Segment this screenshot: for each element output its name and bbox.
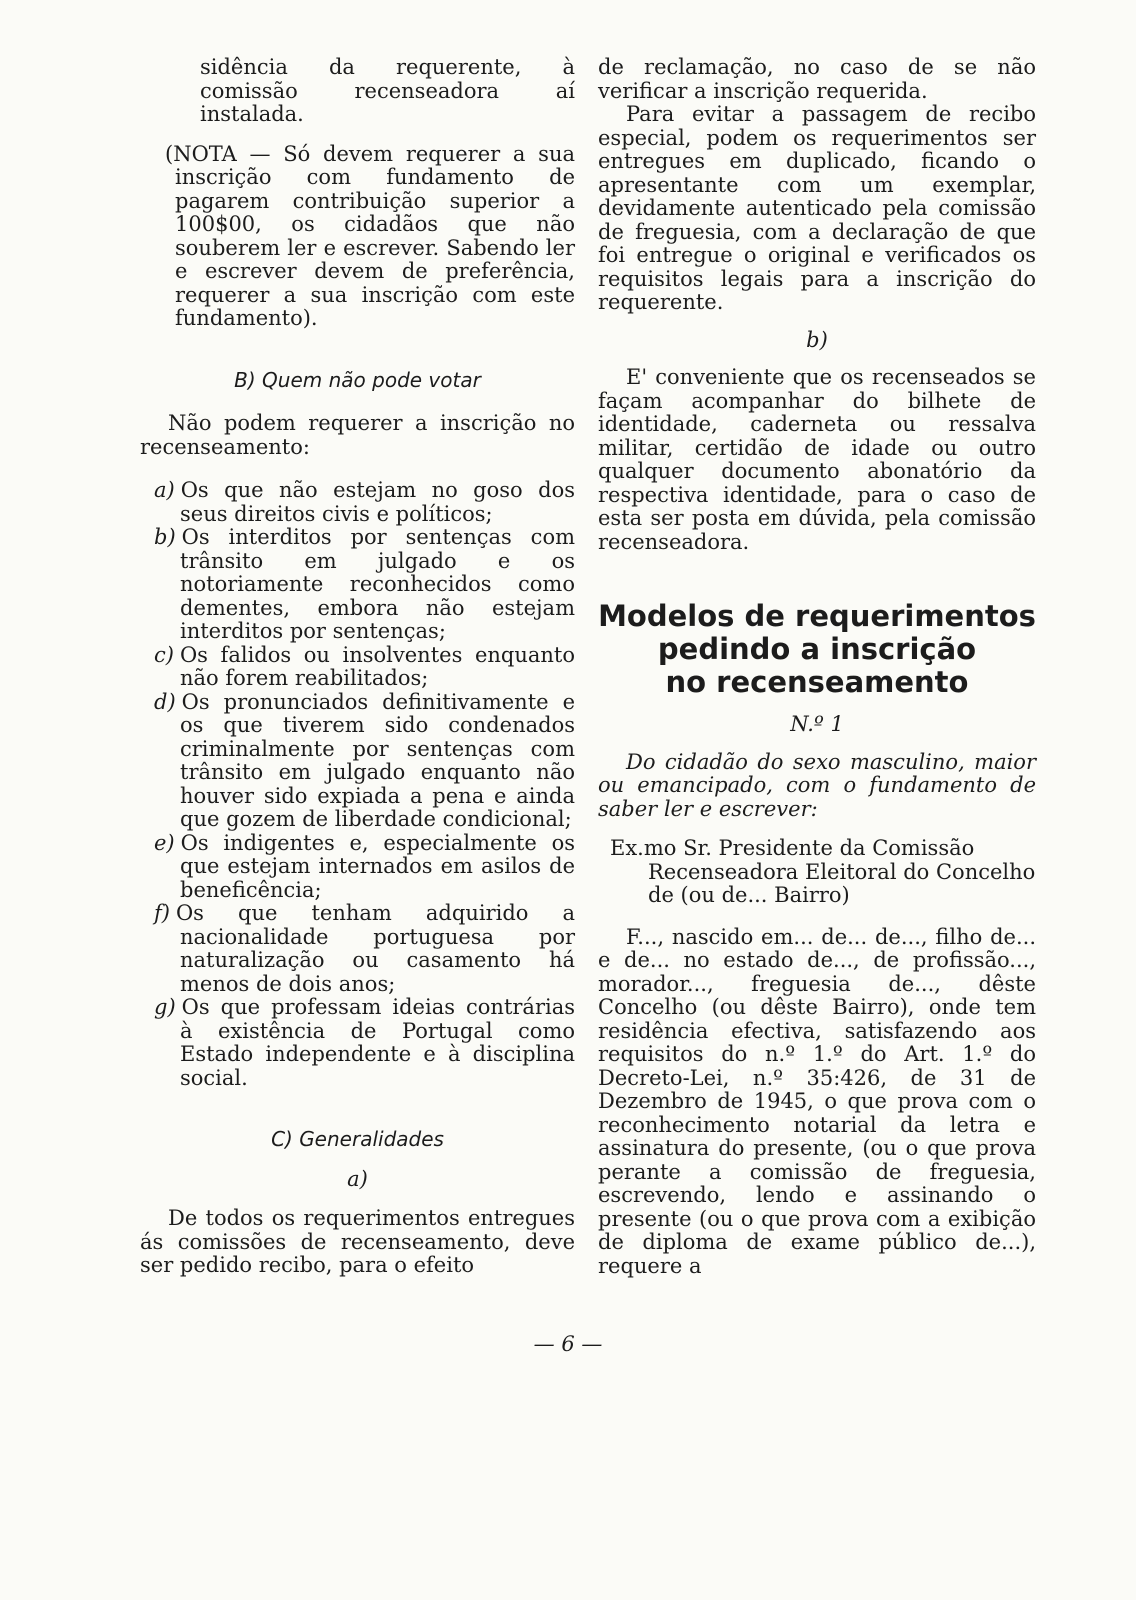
section-c-heading: C) Generalidades xyxy=(271,1127,444,1151)
list-item xyxy=(140,691,575,832)
list-item-text: Os que professam ideias contrárias à existência de Portugal como Estado independente e à disciplina social. xyxy=(180,995,575,1090)
nota-paragraph: (NOTA — Só devem requerer a sua inscrição com fundamento de pagarem contribuição superior a 100$00, os cidadãos que não souberem ler e escrever. Sabendo ler e escrever devem de preferência, requerer a sua inscrição com este fundamento). xyxy=(165,141,575,330)
intro-continuation: sidência da requerente, à comissão recenseadora aí instalada. xyxy=(200,55,575,126)
subsection-b-label: b) xyxy=(806,327,828,352)
request-body: F..., nascido em... de... de..., filho de... e de... no estado de..., de profissão..., morador..., freguesia de..., dêste Concelho (ou dêste Bairro), onde tem residência efectiva, satisfazendo aos requisitos do n.º 1.º do Art. 1.º do Decreto-Lei, n.º 35:426, de 31 de Dezembro de 1945, o que prova com o reconhecimento notarial da letra e assinatura do presente, (ou o que prova perante a comissão de freguesia, escrevendo, lendo e assinando o presente (ou o que prova com a exibição de diploma de exame público de...), requere a xyxy=(598,924,1036,1278)
left-column xyxy=(140,56,575,1278)
models-title-line-3: no recenseamento xyxy=(665,665,969,699)
models-title xyxy=(598,600,1036,699)
list-item-label: g) xyxy=(154,995,176,1019)
list-item xyxy=(140,526,575,644)
duplicate-receipt-paragraph: Para evitar a passagem de recibo especial, podem os requerimentos ser entregues em duplicado, ficando o apresentante com um exemplar, devidamente autenticado pela comissão de freguesia, com a declaração de que foi entregue o original e verificados os requisitos legais para a inscrição do requerente. xyxy=(598,102,1036,314)
model-description: Do cidadão do sexo masculino, maior ou emancipado, com o fundamento de saber ler e escrever: xyxy=(598,749,1036,821)
list-item-text: Os que não estejam no goso dos seus direitos civis e políticos; xyxy=(180,478,575,526)
list-item-label: f) xyxy=(154,901,170,925)
list-item xyxy=(140,902,575,996)
section-b-intro: Não podem requerer a inscrição no recenseamento: xyxy=(140,411,575,459)
list-item xyxy=(140,996,575,1090)
models-title-line-1: Modelos de requerimentos xyxy=(598,599,1036,633)
right-column xyxy=(598,56,1036,1278)
model-number: N.º 1 xyxy=(790,712,844,736)
list-item-text: Os indigentes e, especialmente os que estejam internados em asilos de beneficência; xyxy=(180,830,575,902)
ineligible-list xyxy=(140,479,575,1090)
list-item xyxy=(140,832,575,903)
list-item-text: Os falidos ou insolventes enquanto não forem reabilitados; xyxy=(179,642,575,690)
section-c-text: De todos os requerimentos entregues ás comissões de recenseamento, deve ser pedido recibo, para o efeito xyxy=(140,1206,575,1277)
reclamation-continuation: de reclamação, no caso de se não verificar a inscrição requerida. xyxy=(598,55,1036,103)
list-item-label: a) xyxy=(154,478,175,502)
identification-paragraph: E' conveniente que os recenseados se façam acompanhar do bilhete de identidade, caderneta ou ressalva militar, certidão de idade ou outro qualquer documento abonatório da respectiva identidade, para o caso de esta ser posta em dúvida, pela comissão recenseadora. xyxy=(598,365,1036,554)
section-b-heading: B) Quem não pode votar xyxy=(234,367,481,392)
list-item-label: c) xyxy=(154,642,174,667)
list-item-label: e) xyxy=(154,830,175,855)
section-c-subheading: a) xyxy=(347,1166,368,1191)
addressee: Ex.mo Sr. Presidente da Comissão Recenseadora Eleitoral do Concelho de (ou de... Bairro) xyxy=(610,836,1036,907)
list-item xyxy=(140,644,575,691)
list-item-text: Os que tenham adquirido a nacionalidade portuguesa por naturalização ou casamento há menos de dois anos; xyxy=(175,901,575,996)
page-number: — 6 — xyxy=(533,1332,603,1356)
list-item xyxy=(140,479,575,526)
list-item-text: Os interditos por sentenças com trânsito em julgado e os notoriamente reconhecidos como dementes, embora não estejam interditos por sentenças; xyxy=(180,525,575,643)
list-item-label: d) xyxy=(154,689,176,714)
models-title-line-2: pedindo a inscrição xyxy=(657,632,977,666)
list-item-text: Os pronunciados definitivamente e os que tiverem sido condenados criminalmente por sentenças com trânsito em julgado enquanto não houver sido expiada a pena e ainda que gozem de liberdade condicional; xyxy=(180,689,575,831)
list-item-label: b) xyxy=(154,525,176,549)
